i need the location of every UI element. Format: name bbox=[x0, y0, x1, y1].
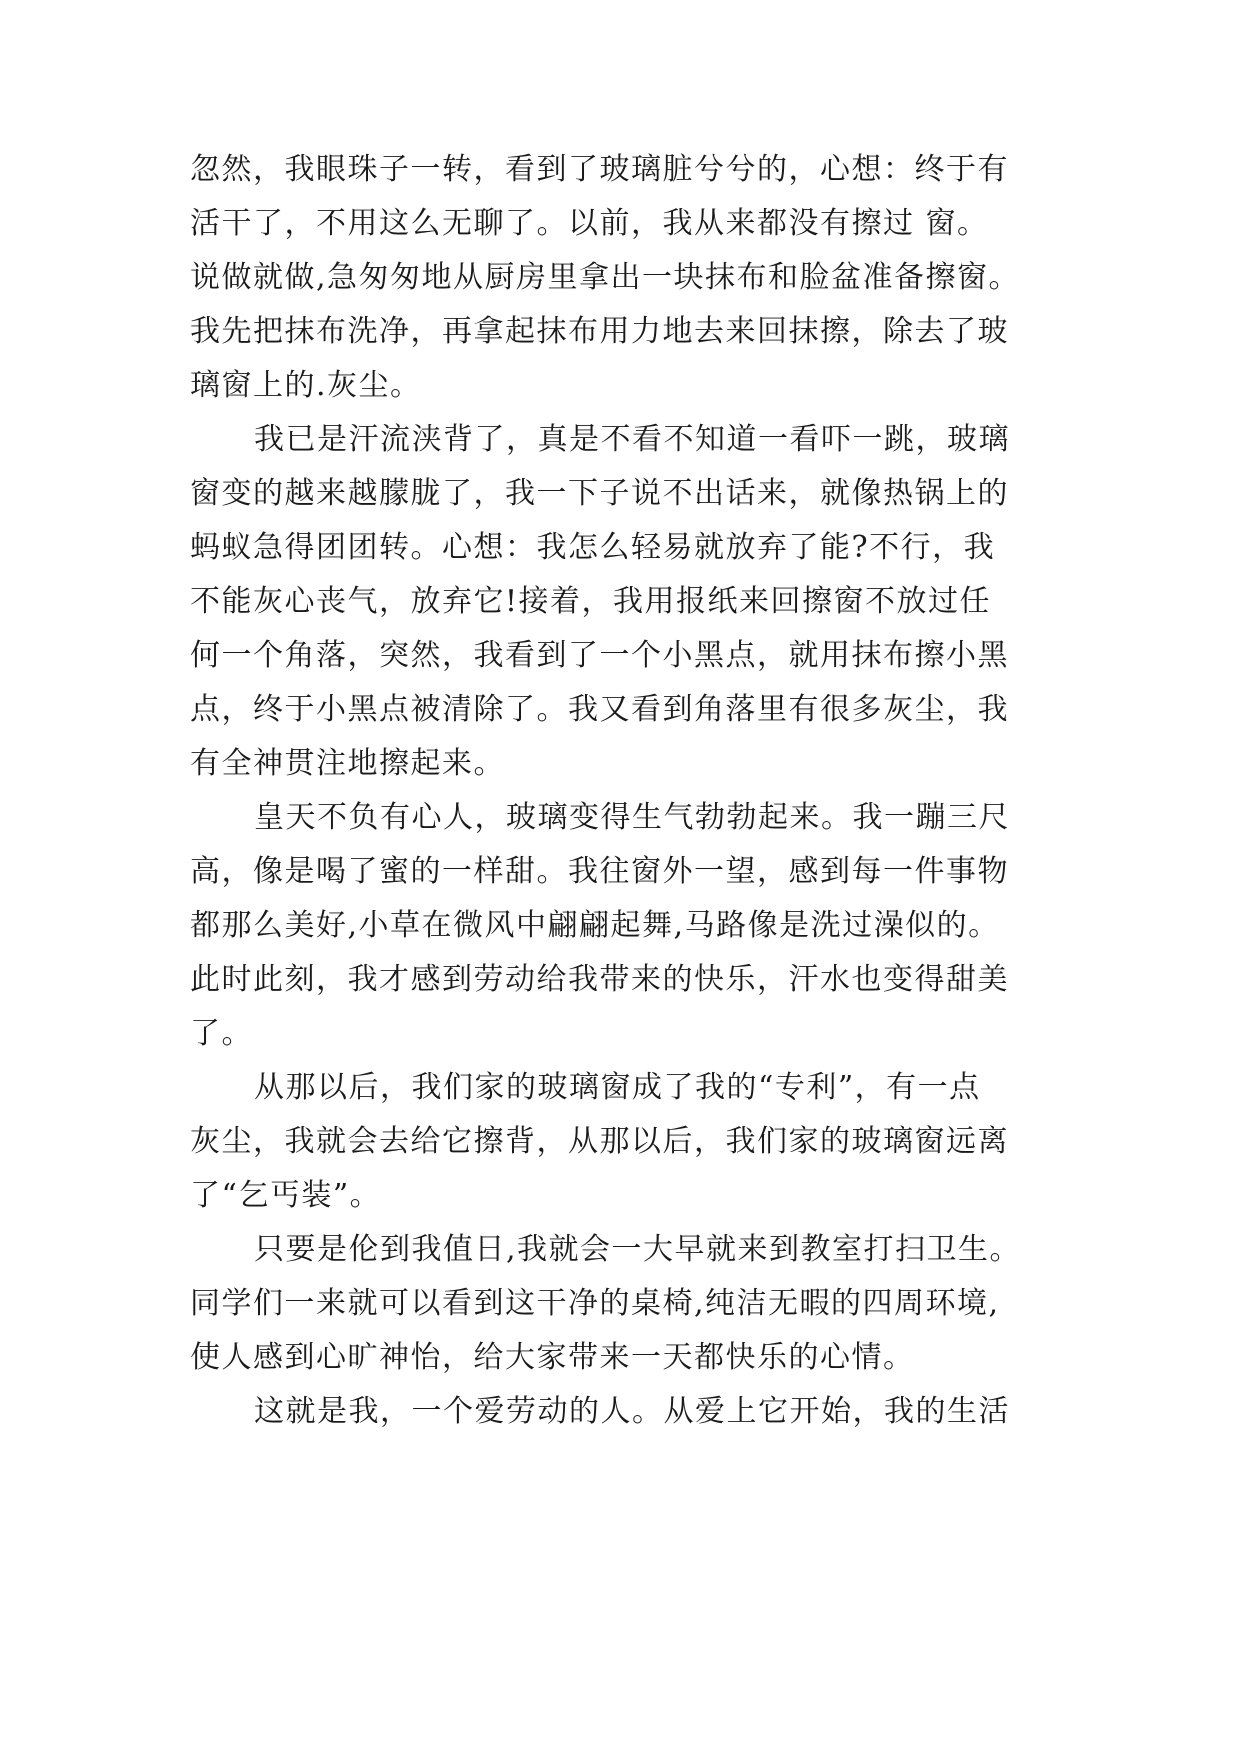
text-line: 何一个角落，突然，我看到了一个小黑点，就用抹布擦小黑 bbox=[190, 638, 1009, 673]
text-line: 了。 bbox=[190, 1016, 253, 1051]
text-line: 窗变的越来越朦胧了，我一下子说不出话来，就像热锅上的 bbox=[190, 476, 1009, 511]
text-line: 有全神贯注地擦起来。 bbox=[190, 746, 505, 781]
text-line: 忽然，我眼珠子一转，看到了玻璃脏兮兮的，心想：终于有 bbox=[190, 152, 1009, 187]
text-line: 不能灰心丧气，放弃它!接着，我用报纸来回擦窗不放过任 bbox=[190, 584, 992, 619]
text-line: 高，像是喝了蜜的一样甜。我往窗外一望，感到每一件事物 bbox=[190, 854, 1009, 889]
text-line: 了“乞丐装”。 bbox=[190, 1178, 382, 1213]
text-line: 蚂蚁急得团团转。心想：我怎么轻易就放弃了能?不行，我 bbox=[190, 530, 996, 565]
text-line: 璃窗上的.灰尘。 bbox=[190, 368, 422, 403]
text-line: 皇天不负有心人，玻璃变得生气勃勃起来。我一蹦三尺 bbox=[254, 800, 1010, 835]
text-line: 此时此刻，我才感到劳动给我带来的快乐，汗水也变得甜美 bbox=[190, 962, 1009, 997]
text-line: 活干了，不用这么无聊了。以前，我从来都没有擦过 窗。 bbox=[190, 206, 989, 241]
text-line: 说做就做,急匆匆地从厨房里拿出一块抹布和脸盆准备擦窗。 bbox=[190, 260, 1021, 295]
text-line: 这就是我，一个爱劳动的人。从爱上它开始，我的生活 bbox=[254, 1394, 1010, 1429]
text-line: 只要是伦到我值日,我就会一大早就来到教室打扫卫生。 bbox=[254, 1232, 1022, 1267]
text-line: 从那以后，我们家的玻璃窗成了我的“专利”，有一点 bbox=[254, 1070, 981, 1105]
text-line: 同学们一来就可以看到这干净的桌椅,纯洁无暇的四周环境, bbox=[190, 1286, 1000, 1321]
text-line: 我先把抹布洗净，再拿起抹布用力地去来回抹擦，除去了玻 bbox=[190, 314, 1009, 349]
text-line: 都那么美好,小草在微风中翩翩起舞,马路像是洗过澡似的。 bbox=[190, 908, 1000, 943]
text-line: 灰尘，我就会去给它擦背，从那以后，我们家的玻璃窗远离 bbox=[190, 1124, 1009, 1159]
text-line: 点，终于小黑点被清除了。我又看到角落里有很多灰尘，我 bbox=[190, 692, 1009, 727]
text-line: 使人感到心旷神怡，给大家带来一天都快乐的心情。 bbox=[190, 1340, 915, 1375]
text-line: 我已是汗流浃背了，真是不看不知道一看吓一跳，玻璃 bbox=[254, 422, 1010, 457]
